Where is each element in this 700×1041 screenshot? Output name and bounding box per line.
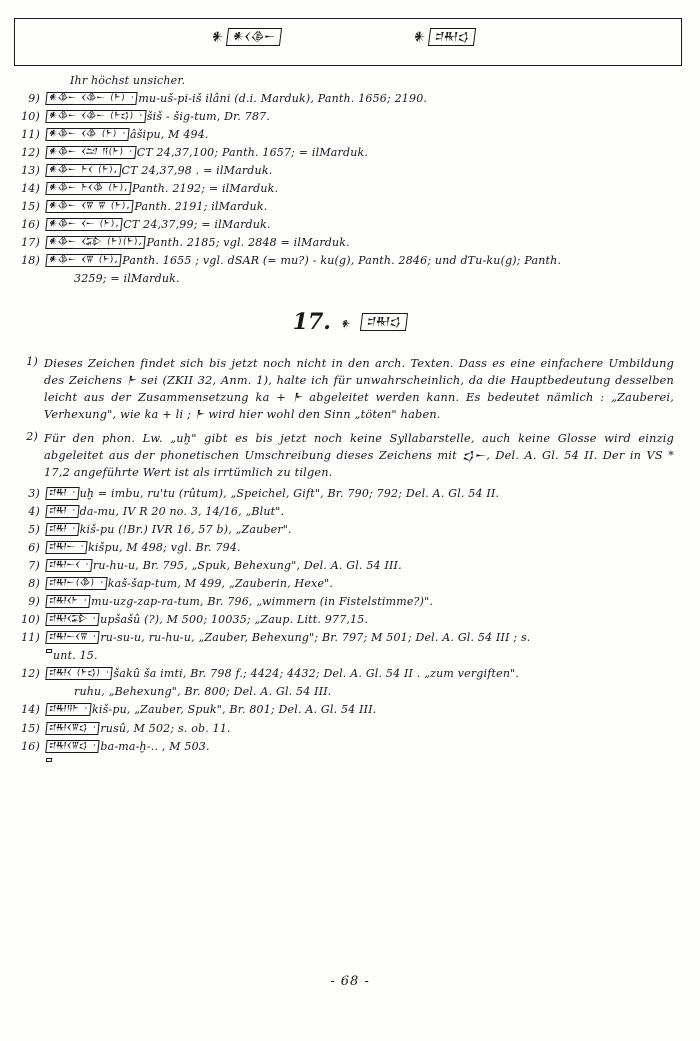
entry-signs: 𒀭𒆠𒀸 𒌋𒐊 𒐊 (𒈨), — [45, 200, 134, 213]
section-sign-glyph: 𒄑𒊑𒌓 — [360, 313, 408, 331]
entry-signs: 𒀭𒆠𒀸 𒌋𒆠𒀸 (𒈨𒌓) · — [45, 110, 146, 123]
entry-text: CT 24,37,100; Panth. 1657; = ilMarduk. — [136, 145, 369, 159]
entry-signs: 𒄑𒊑𒌋𒐊𒌓 · — [45, 722, 100, 735]
entry-number: 3) — [28, 487, 40, 501]
list-item — [0, 577, 700, 592]
entry-text: ba-ma-ḫ-.. , M 503. — [100, 739, 210, 753]
page-content — [0, 74, 700, 765]
entry-number: 18) — [21, 254, 40, 268]
entry-text: uḫ = imbu, ru'tu (rûtum), „Speichel, Gift", Br. 790; 792; Del. A. Gl. 54 II. — [79, 487, 500, 501]
entry-list-bottom — [0, 487, 700, 761]
entry-number: 9) — [28, 595, 40, 609]
entry-signs: 𒄑𒊑𒀸𒌋𒐊 · — [45, 631, 100, 644]
entry-number: 9) — [28, 91, 40, 105]
paragraph — [0, 355, 700, 424]
list-item — [0, 559, 700, 574]
page-number: - 68 - — [330, 974, 370, 989]
section-heading — [0, 309, 700, 335]
entry-signs — [46, 649, 52, 653]
entry-number: 14) — [21, 182, 40, 195]
list-item — [0, 613, 700, 628]
entry-number: 10) — [21, 613, 40, 627]
entry-text: âšipu, M 494. — [129, 127, 209, 141]
list-item — [0, 685, 700, 700]
list-item — [0, 128, 700, 143]
entry-number: 14) — [21, 703, 40, 717]
list-item — [0, 758, 700, 762]
list-item — [0, 146, 700, 161]
paragraph-text: Für den phon. Lw. „uḫ" gibt es bis jetzt noch keine Syllabarstelle, auch keine Glosse wird einzig abgeleitet aus der phonetischen Umschreibung dieses Zeichens mit 𒌓𒀸, Del. A. Gl. 54 II. Der in VS * 17,2 angeführte Wert ist als irrtümlich zu tilgen. — [44, 431, 674, 479]
header-sign-left — [211, 28, 281, 46]
entry-signs: 𒀭𒆠𒀸 𒌋𒐊 (𒈨), — [45, 254, 122, 267]
entry-number: 15) — [21, 721, 40, 735]
entry-text: ru-hu-u, Br. 795, „Spuk, Behexung", Del. A. Gl. 54 III. — [92, 559, 402, 573]
entry-signs: 𒄑𒊑𒀸𒌋 · — [45, 559, 92, 572]
entry-signs: 𒀭𒆠𒀸 𒌋𒁺 𒀀(𒈨) · — [45, 146, 136, 159]
entry-text: ru-su-u, ru-hu-u, „Zauber, Behexung"; Br. 797; M 501; Del. A. Gl. 54 III ; s. — [100, 631, 531, 645]
list-item — [0, 92, 700, 107]
entry-text: upšašû (?), M 500; 10035; „Zaup. Litt. 977,15. — [100, 613, 369, 627]
entry-text: unt. 15. — [53, 649, 98, 663]
entry-text: Panth. 2185; vgl. 2848 = ilMarduk. — [146, 236, 350, 250]
list-item — [0, 667, 700, 682]
entry-number: 6) — [28, 541, 40, 555]
entry-text: mu-uzg-zap-ra-tum, Br. 796, „wimmern (in Fistelstimme?)". — [91, 595, 434, 609]
entry-text: da-mu, IV R 20 no. 3, 14/16, „Blut". — [79, 505, 285, 519]
entry-signs: 𒀭𒆠𒀸 𒌋𒀸 (𒈨), — [45, 218, 123, 231]
entry-text: rusû, M 502; s. ob. 11. — [100, 721, 231, 735]
entry-number: 5) — [28, 523, 40, 537]
paragraph — [0, 430, 700, 481]
entry-signs — [46, 758, 52, 762]
wedge-icon: 𒀭 — [414, 29, 426, 45]
entry-text: CT 24,37,98 . = ilMarduk. — [121, 163, 273, 177]
list-item — [0, 595, 700, 610]
entry-number: 12) — [21, 145, 40, 159]
entry-text: kišpu, M 498; vgl. Br. 794. — [88, 541, 241, 555]
entry-signs: 𒄑𒊑𒀀𒈨 · — [45, 703, 91, 716]
entry-signs: 𒀭𒆠𒀸 𒈨𒌋𒆠 (𒈨), — [45, 182, 131, 195]
entry-text: Panth. 2191; ilMarduk. — [134, 200, 268, 214]
list-item — [0, 164, 700, 179]
entry-text: CT 24,37,99; = ilMarduk. — [123, 218, 271, 232]
list-item — [0, 254, 700, 269]
entry-signs: 𒄑𒊑𒀸(𒆠) · — [45, 577, 107, 590]
entry-number: 16) — [21, 218, 40, 232]
paragraph-block — [0, 355, 700, 481]
list-item — [0, 218, 700, 233]
entry-number: 10) — [21, 109, 40, 123]
entry-continuation: ruhu, „Behexung", Br. 800; Del. A. Gl. 54 III. — [74, 685, 332, 699]
list-item — [0, 505, 700, 520]
list-item — [0, 523, 700, 538]
entry-text: kaš-šap-tum, M 499, „Zauberin, Hexe". — [107, 577, 334, 591]
list-item — [0, 110, 700, 125]
entry-signs: 𒀭𒆠𒀸 𒌋𒁉 (𒈨)(𒈨), — [45, 236, 146, 249]
paragraph-text: Dieses Zeichen findet sich bis jetzt noch nicht in den arch. Texten. Dass es eine einfachere Umbildung des Zeichens 𒈨 sei (ZKII 32, Anm. 1), halte ich für unwahrscheinlich, da die Hauptbedeutung desselben leicht aus der Zusammensetzung ka + 𒈨 abgeleitet werden kann. Es bedeutet nämlich : „Zauberei, Verhexung", wie ka + li ; 𒈨 wird hier wohl den Sinn „töten" haben. — [44, 357, 674, 422]
paragraph-number: 2) — [26, 429, 38, 443]
list-item — [0, 182, 700, 197]
list-item — [0, 740, 700, 755]
section-number: 17. — [292, 309, 331, 335]
entry-signs: 𒄑𒊑 · — [45, 487, 79, 500]
entry-number: 17) — [21, 236, 40, 250]
entry-number: 7) — [28, 559, 40, 573]
entry-text: kiš-pu, „Zauber, Spuk", Br. 801; Del. A. Gl. 54 III. — [91, 703, 377, 717]
entry-signs: 𒀭𒆠𒀸 𒈨𒌋 (𒈨), — [45, 164, 121, 177]
entry-signs: 𒄑𒊑 · — [45, 523, 79, 536]
list-item — [0, 236, 700, 251]
entry-signs: 𒄑𒊑𒌋 (𒈨𒌓) · — [45, 667, 113, 680]
entry-continuation: 3259; = ilMarduk. — [74, 272, 180, 286]
entry-number: 15) — [21, 200, 40, 214]
header-sign-right-glyph: 𒄑𒊑𒌓 — [428, 28, 476, 46]
entry-signs: 𒄑𒊑𒌋𒈨 · — [45, 595, 90, 608]
wedge-icon: 𒀭 — [212, 29, 224, 45]
list-item — [0, 722, 700, 737]
entry-number: 16) — [21, 739, 40, 753]
entry-text: Panth. 2192; = ilMarduk. — [132, 182, 279, 195]
header-sign-left-glyph: 𒀭𒌋𒆠𒀸 — [226, 28, 282, 46]
header-sign-right — [413, 28, 474, 46]
list-item — [0, 649, 700, 664]
entry-number: 13) — [21, 163, 40, 177]
wedge-icon: 𒀭 — [341, 318, 351, 330]
entry-text: šiš - šig-tum, Dr. 787. — [146, 109, 271, 123]
entry-signs: 𒄑𒊑𒌋𒁉 · — [45, 613, 99, 626]
note-above-list: Ihr höchst unsicher. — [70, 74, 186, 87]
entry-signs: 𒀭𒆠𒀸 𒌋𒆠 (𒈨) · — [45, 128, 129, 141]
entry-signs: 𒄑𒊑𒀸 · — [45, 541, 87, 554]
list-item — [0, 487, 700, 502]
list-item — [0, 631, 700, 646]
entry-number: 11) — [21, 127, 40, 141]
list-item — [0, 703, 700, 718]
entry-number: 12) — [21, 667, 40, 681]
entry-text: šakû ša imti, Br. 798 f.; 4424; 4432; Del. A. Gl. 54 II . „zum vergiften". — [113, 667, 520, 681]
entry-list-top — [0, 92, 700, 287]
entry-text: kiš-pu (!Br.) IVR 16, 57 b), „Zauber". — [79, 523, 292, 537]
entry-text: mu-uš-pi-iš ilâni (d.i. Marduk), Panth. 1656; 2190. — [138, 91, 428, 105]
list-item — [0, 200, 700, 215]
entry-signs: 𒄑𒊑 · — [45, 505, 79, 518]
entry-number: 11) — [21, 631, 40, 645]
entry-signs: 𒄑𒊑𒌋𒐊𒌓 · — [45, 740, 100, 753]
list-item — [0, 541, 700, 556]
header-sign-band — [14, 18, 682, 66]
paragraph-number: 1) — [26, 355, 38, 368]
entry-text: Panth. 1655 ; vgl. dSAR (= mu?) - ku(g), Panth. 2846; und dTu-ku(g); Panth. — [122, 254, 562, 268]
entry-number: 8) — [28, 577, 40, 591]
entry-signs: 𒀭𒆠𒀸 𒌋𒆠𒀸 (𒈨) · — [45, 92, 138, 105]
entry-number: 4) — [28, 505, 40, 519]
